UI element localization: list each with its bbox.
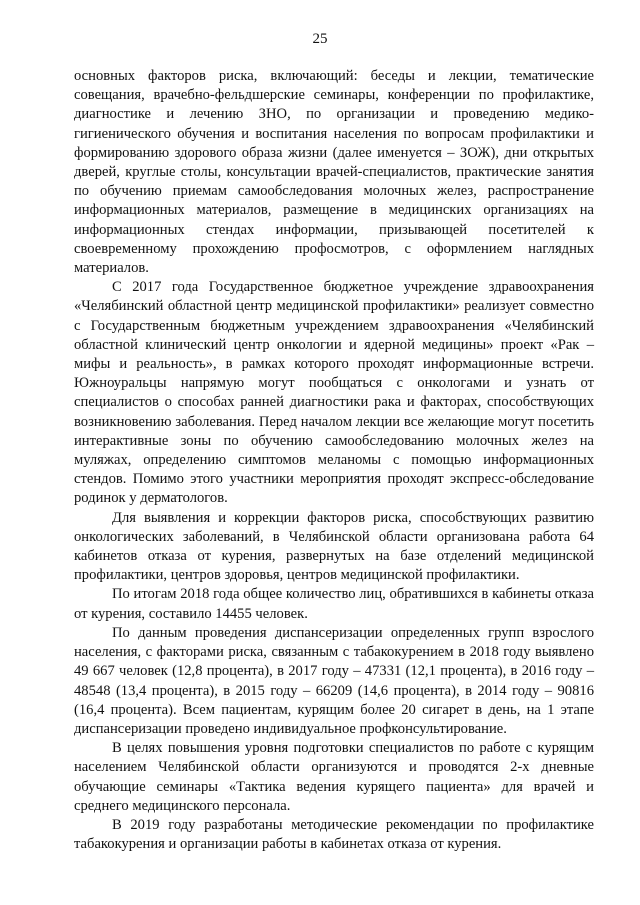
paragraph-training-seminars: В целях повышения уровня подготовки специалистов по работе с курящим населением Челябинской области организуются и проводятся 2-х дневные обучающие семинары «Тактика ведения курящего пациента» для врачей и среднего медицинского персонала. xyxy=(74,740,594,814)
paragraph-risk-factors-continuation: основных факторов риска, включающий: беседы и лекции, тематические совещания, врачебно-фельдшерские семинары, конференции по профилактике, диагностике и лечению ЗНО, по организации и проведению медико-гигиенического обучения и воспитания населения по вопросам профилактики и формированию здорового образа жизни (далее именуется – ЗОЖ), дни открытых дверей, круглые столы, консультации врачей-специалистов, практические занятия по обучению приемам самообследования молочных желез, распространение информационных материалов, размещение в медицинских организациях на информационных стендах информации, призывающей посетителей к своевременному прохождению профосмотров, с оформлением наглядных материалов. xyxy=(74,68,594,277)
paragraph-2018-results: По итогам 2018 года общее количество лиц, обратившихся в кабинеты отказа от курения, составило 14455 человек. xyxy=(74,586,594,622)
body-text xyxy=(74,67,594,854)
paragraph-methodical-recommendations: В 2019 году разработаны методические рекомендации по профилактике табакокурения и организации работы в кабинетах отказа от курения. xyxy=(74,816,594,853)
paragraph-smoking-cessation-offices: Для выявления и коррекции факторов риска, способствующих развитию онкологических заболеваний, в Челябинской области организована работа 64 кабинетов отказа от курения, развернутых на базе отделений медицинской профилактики, центров здоровья, центров медицинской профилактики. xyxy=(74,509,594,584)
paragraph-cancer-myths-project: С 2017 года Государственное бюджетное учреждение здравоохранения «Челябинский областной центр медицинской профилактики» реализует совместно с Государственным бюджетным учреждением здравоохранения «Челябинский областной клинический центр онкологии и ядерной медицины» проект «Рак – мифы и реальность», в рамках которого проходят информационные встречи. Южноуральцы напрямую могут пообщаться с онкологами и узнать от специалистов о способах ранней диагностики рака и факторах, способствующих возникновению заболевания. Перед началом лекции все желающие могут посетить интерактивные зоны по обучению самообследованию молочных желез на муляжах, определению симптомов меланомы с помощью информационных стендов. Помимо этого участники мероприятия проходят экспресс-обследование родинок у дерматологов. xyxy=(74,279,594,507)
page-number: 25 xyxy=(312,31,328,47)
paragraph-dispensarization-data: По данным проведения диспансеризации определенных групп взрослого населения, с факторами риска, связанным с табакокурением в 2018 году выявлено 49 667 человек (12,8 процента), в 2017 году – 47331 (12,1 процента), в 2016 году – 48548 (13,4 процента), в 2015 году – 66209 (14,6 процента), в 2014 году – 90816 (16,4 процента). Всем пациентам, курящим более 20 сигарет в день, на 1 этапе диспансеризации проведено индивидуальное профконсультирование. xyxy=(74,624,594,737)
